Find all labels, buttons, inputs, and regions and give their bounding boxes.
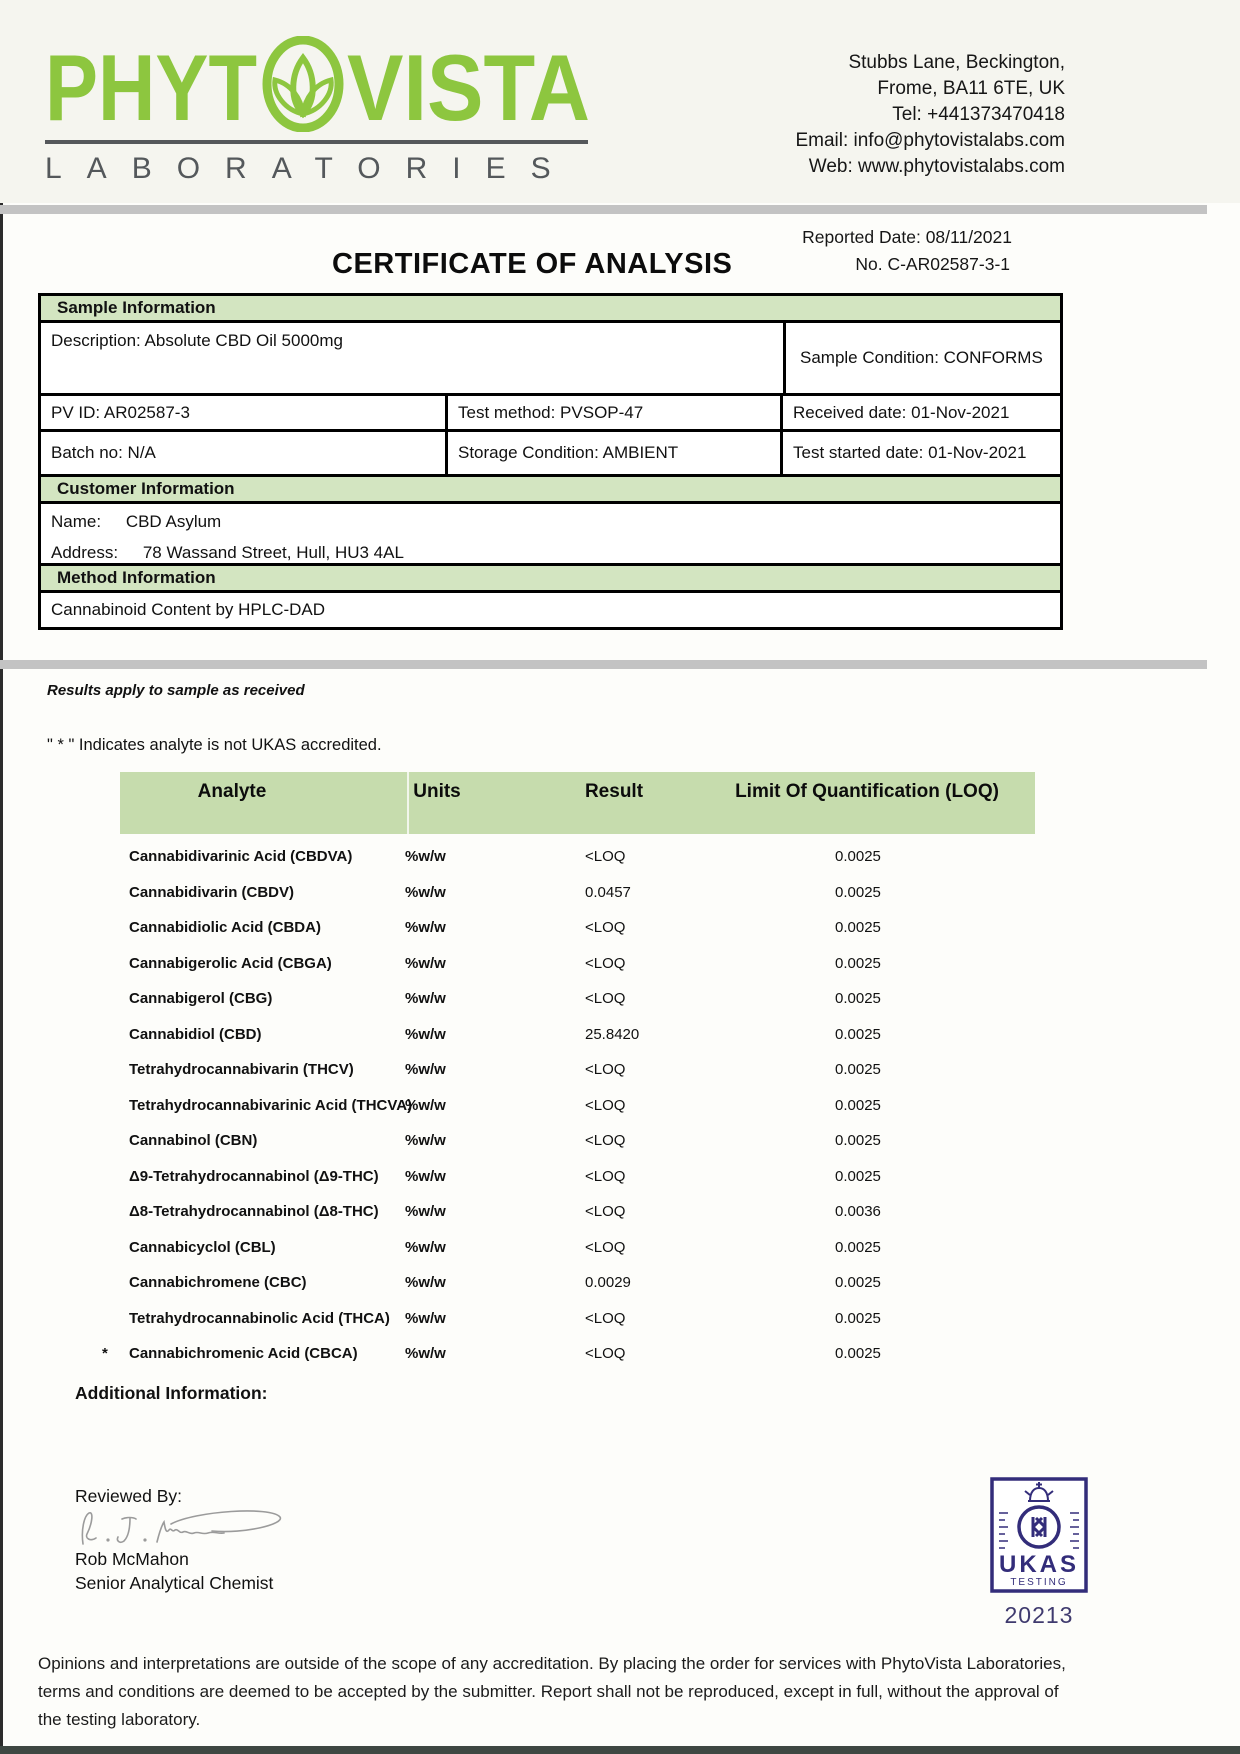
row-analyte: Cannabichromene (CBC)	[129, 1274, 307, 1291]
divider-bar-top	[0, 205, 1207, 214]
row-loq: 0.0025	[835, 1132, 881, 1149]
row-loq: 0.0025	[835, 1167, 881, 1185]
row-result: <LOQ	[585, 1132, 626, 1149]
table-row	[120, 1018, 1035, 1054]
table-row	[120, 1266, 1035, 1302]
document-title: CERTIFICATE OF ANALYSIS	[332, 248, 733, 280]
table-row	[120, 1053, 1035, 1089]
customer-information-heading: Customer Information	[41, 477, 1060, 504]
row-result: <LOQ	[585, 954, 626, 972]
accreditation-note: " * " Indicates analyte is not UKAS accredited.	[47, 736, 382, 754]
row-result: <LOQ	[585, 1167, 626, 1185]
additional-information-heading: Additional Information:	[75, 1383, 268, 1403]
row-units: %w/w	[405, 1167, 446, 1185]
row-analyte: Cannabigerolic Acid (CBGA)	[129, 954, 332, 972]
page-left-edge	[0, 0, 3, 1754]
logo-wordmark	[45, 36, 590, 132]
report-meta	[802, 224, 1012, 278]
leaf-icon	[267, 40, 339, 128]
row-loq: 0.0025	[835, 1345, 881, 1362]
phytovista-logo	[45, 36, 605, 186]
reported-date: Reported Date: 08/11/2021	[802, 227, 1012, 247]
results-table-header	[120, 772, 1035, 834]
row-loq: 0.0025	[835, 1309, 881, 1327]
reviewed-by-label: Reviewed By:	[75, 1486, 182, 1506]
row-result: <LOQ	[585, 919, 626, 936]
report-number: No. C-AR02587-3-1	[855, 254, 1010, 274]
header-result: Result	[584, 781, 644, 802]
row-loq: 0.0025	[835, 990, 881, 1007]
row-result: 25.8420	[585, 1025, 640, 1043]
ukas-type-label: TESTING	[1010, 1577, 1068, 1588]
row-loq: 0.0025	[835, 1061, 881, 1078]
contact-address-line1: Stubbs Lane, Beckington,	[848, 52, 1065, 73]
row-units: %w/w	[405, 1096, 446, 1114]
reviewer-name: Rob McMahon	[75, 1549, 189, 1569]
table-row	[120, 1231, 1035, 1267]
header-units: Units	[413, 781, 461, 802]
row-units: %w/w	[405, 848, 446, 865]
row-units: %w/w	[405, 1309, 446, 1327]
results-table	[102, 772, 1035, 1373]
row-result: <LOQ	[585, 1345, 626, 1362]
row-units: %w/w	[405, 1132, 446, 1149]
customer-address-line	[51, 543, 1060, 563]
row-result: <LOQ	[585, 1061, 626, 1078]
customer-cell	[41, 504, 1060, 566]
row-result: <LOQ	[585, 990, 626, 1007]
ukas-number: 20213	[1004, 1602, 1074, 1628]
row-analyte: Cannabidiolic Acid (CBDA)	[129, 919, 321, 936]
row-units: %w/w	[405, 954, 446, 972]
row-units: %w/w	[405, 1061, 446, 1078]
method-cell: Cannabinoid Content by HPLC-DAD	[51, 600, 326, 619]
lab-contact-block	[795, 50, 1065, 180]
reviewer-title: Senior Analytical Chemist	[75, 1573, 274, 1593]
header-loq: Limit Of Quantification (LOQ)	[735, 781, 999, 802]
customer-address-label: Address:	[51, 543, 119, 562]
pvid-row	[41, 396, 1060, 432]
row-units: %w/w	[405, 1203, 446, 1220]
method-information-heading: Method Information	[41, 566, 1060, 593]
table-row	[120, 840, 1035, 876]
sample-information-heading: Sample Information	[41, 296, 1060, 323]
disclaimer-line1: Opinions and interpretations are outside of the scope of any accreditation. By placing the order for services with PhytoVista Laboratories,	[38, 1654, 1066, 1673]
header-column-divider	[407, 772, 409, 834]
row-loq: 0.0025	[835, 1096, 881, 1114]
row-units: %w/w	[405, 1238, 446, 1256]
row-analyte: Tetrahydrocannabivarin (THCV)	[129, 1061, 354, 1078]
row-analyte: Tetrahydrocannabivarinic Acid (THCVA)	[129, 1096, 413, 1114]
row-loq: 0.0036	[835, 1203, 881, 1220]
contact-tel: Tel: +441373470418	[892, 104, 1065, 125]
table-row	[120, 1124, 1035, 1160]
row-loq: 0.0025	[835, 954, 881, 972]
row-analyte: Cannabichromenic Acid (CBCA)	[129, 1345, 358, 1362]
pv-id-cell: PV ID: AR02587-3	[41, 396, 448, 429]
table-row	[120, 947, 1035, 983]
row-analyte: Cannabinol (CBN)	[129, 1132, 258, 1149]
disclaimer-line3: the testing laboratory.	[38, 1710, 201, 1729]
customer-name-value: CBD Asylum	[125, 512, 222, 531]
row-result: 0.0457	[585, 883, 631, 901]
description-row	[41, 323, 1060, 396]
table-row	[120, 1160, 1035, 1196]
received-date-cell: Received date: 01-Nov-2021	[793, 402, 1010, 422]
row-analyte: Cannabidiol (CBD)	[129, 1025, 262, 1043]
row-result: 0.0029	[585, 1274, 631, 1291]
divider-bar-middle	[0, 660, 1207, 669]
row-analyte: Cannabicyclol (CBL)	[129, 1238, 276, 1256]
results-note: Results apply to sample as received	[47, 682, 305, 699]
ukas-testing-icon	[990, 1477, 1088, 1593]
row-result: <LOQ	[585, 1309, 626, 1327]
disclaimer-line2: terms and conditions are deemed to be accepted by the submitter. Report shall not be reproduced, except in full, without the approval of	[38, 1682, 1059, 1701]
customer-name-line	[51, 512, 1060, 532]
row-units: %w/w	[405, 883, 446, 901]
table-row	[120, 1089, 1035, 1125]
results-rows	[102, 840, 1035, 1373]
table-row	[120, 876, 1035, 912]
row-analyte: Δ8-Tetrahydrocannabinol (Δ8-THC)	[129, 1203, 379, 1220]
row-loq: 0.0025	[835, 1025, 881, 1043]
customer-address-value: 78 Wassand Street, Hull, HU3 4AL	[142, 543, 404, 562]
ukas-wordmark: UKAS	[998, 1551, 1080, 1578]
row-loq: 0.0025	[835, 1274, 881, 1291]
table-row	[102, 1337, 1035, 1373]
table-row	[120, 1302, 1035, 1338]
sample-condition-cell: Sample Condition: CONFORMS	[800, 348, 1043, 367]
table-row	[120, 982, 1035, 1018]
row-result: <LOQ	[585, 848, 626, 865]
logo-part2: VISTA	[347, 36, 590, 132]
row-analyte: Cannabidivarin (CBDV)	[129, 883, 295, 901]
row-loq: 0.0025	[835, 848, 881, 865]
row-loq: 0.0025	[835, 1238, 881, 1256]
row-units: %w/w	[405, 1025, 446, 1043]
row-result: <LOQ	[585, 1203, 626, 1220]
contact-web: Web: www.phytovistalabs.com	[808, 156, 1065, 177]
ukas-accreditation-mark	[990, 1477, 1088, 1629]
batch-no-cell: Batch no: N/A	[41, 432, 448, 474]
contact-email: Email: info@phytovistalabs.com	[795, 130, 1065, 151]
row-loq: 0.0025	[835, 919, 881, 936]
logo-subtitle: LABORATORIES	[45, 152, 576, 185]
logo-underline	[45, 140, 588, 144]
row-analyte: Cannabigerol (CBG)	[129, 990, 273, 1007]
row-analyte: Δ9-Tetrahydrocannabinol (Δ9-THC)	[129, 1167, 379, 1185]
row-loq: 0.0025	[835, 883, 881, 901]
storage-condition-cell: Storage Condition: AMBIENT	[448, 432, 783, 474]
contact-address-line2: Frome, BA11 6TE, UK	[877, 78, 1065, 99]
test-method-cell: Test method: PVSOP-47	[448, 396, 783, 429]
info-table	[38, 293, 1063, 630]
table-row	[120, 911, 1035, 947]
customer-name-label: Name:	[51, 512, 102, 531]
row-analyte: Cannabidivarinic Acid (CBDVA)	[129, 848, 353, 865]
table-row	[120, 1195, 1035, 1231]
row-result: <LOQ	[585, 1238, 626, 1256]
row-units: %w/w	[405, 919, 446, 936]
batch-row	[41, 432, 1060, 477]
row-units: %w/w	[405, 1274, 446, 1291]
row-analyte: Tetrahydrocannabinolic Acid (THCA)	[129, 1309, 390, 1327]
test-started-date-cell: Test started date: 01-Nov-2021	[793, 443, 1027, 462]
footer-disclaimer	[38, 1650, 1213, 1734]
row-result: <LOQ	[585, 1096, 626, 1114]
row-units: %w/w	[405, 1345, 446, 1362]
row-flag: *	[102, 1345, 108, 1362]
row-units: %w/w	[405, 990, 446, 1007]
logo-part1: PHYT	[45, 36, 257, 132]
header-analyte: Analyte	[197, 781, 267, 802]
page-bottom-bar	[0, 1746, 1240, 1754]
description-cell: Description: Absolute CBD Oil 5000mg	[41, 323, 786, 393]
